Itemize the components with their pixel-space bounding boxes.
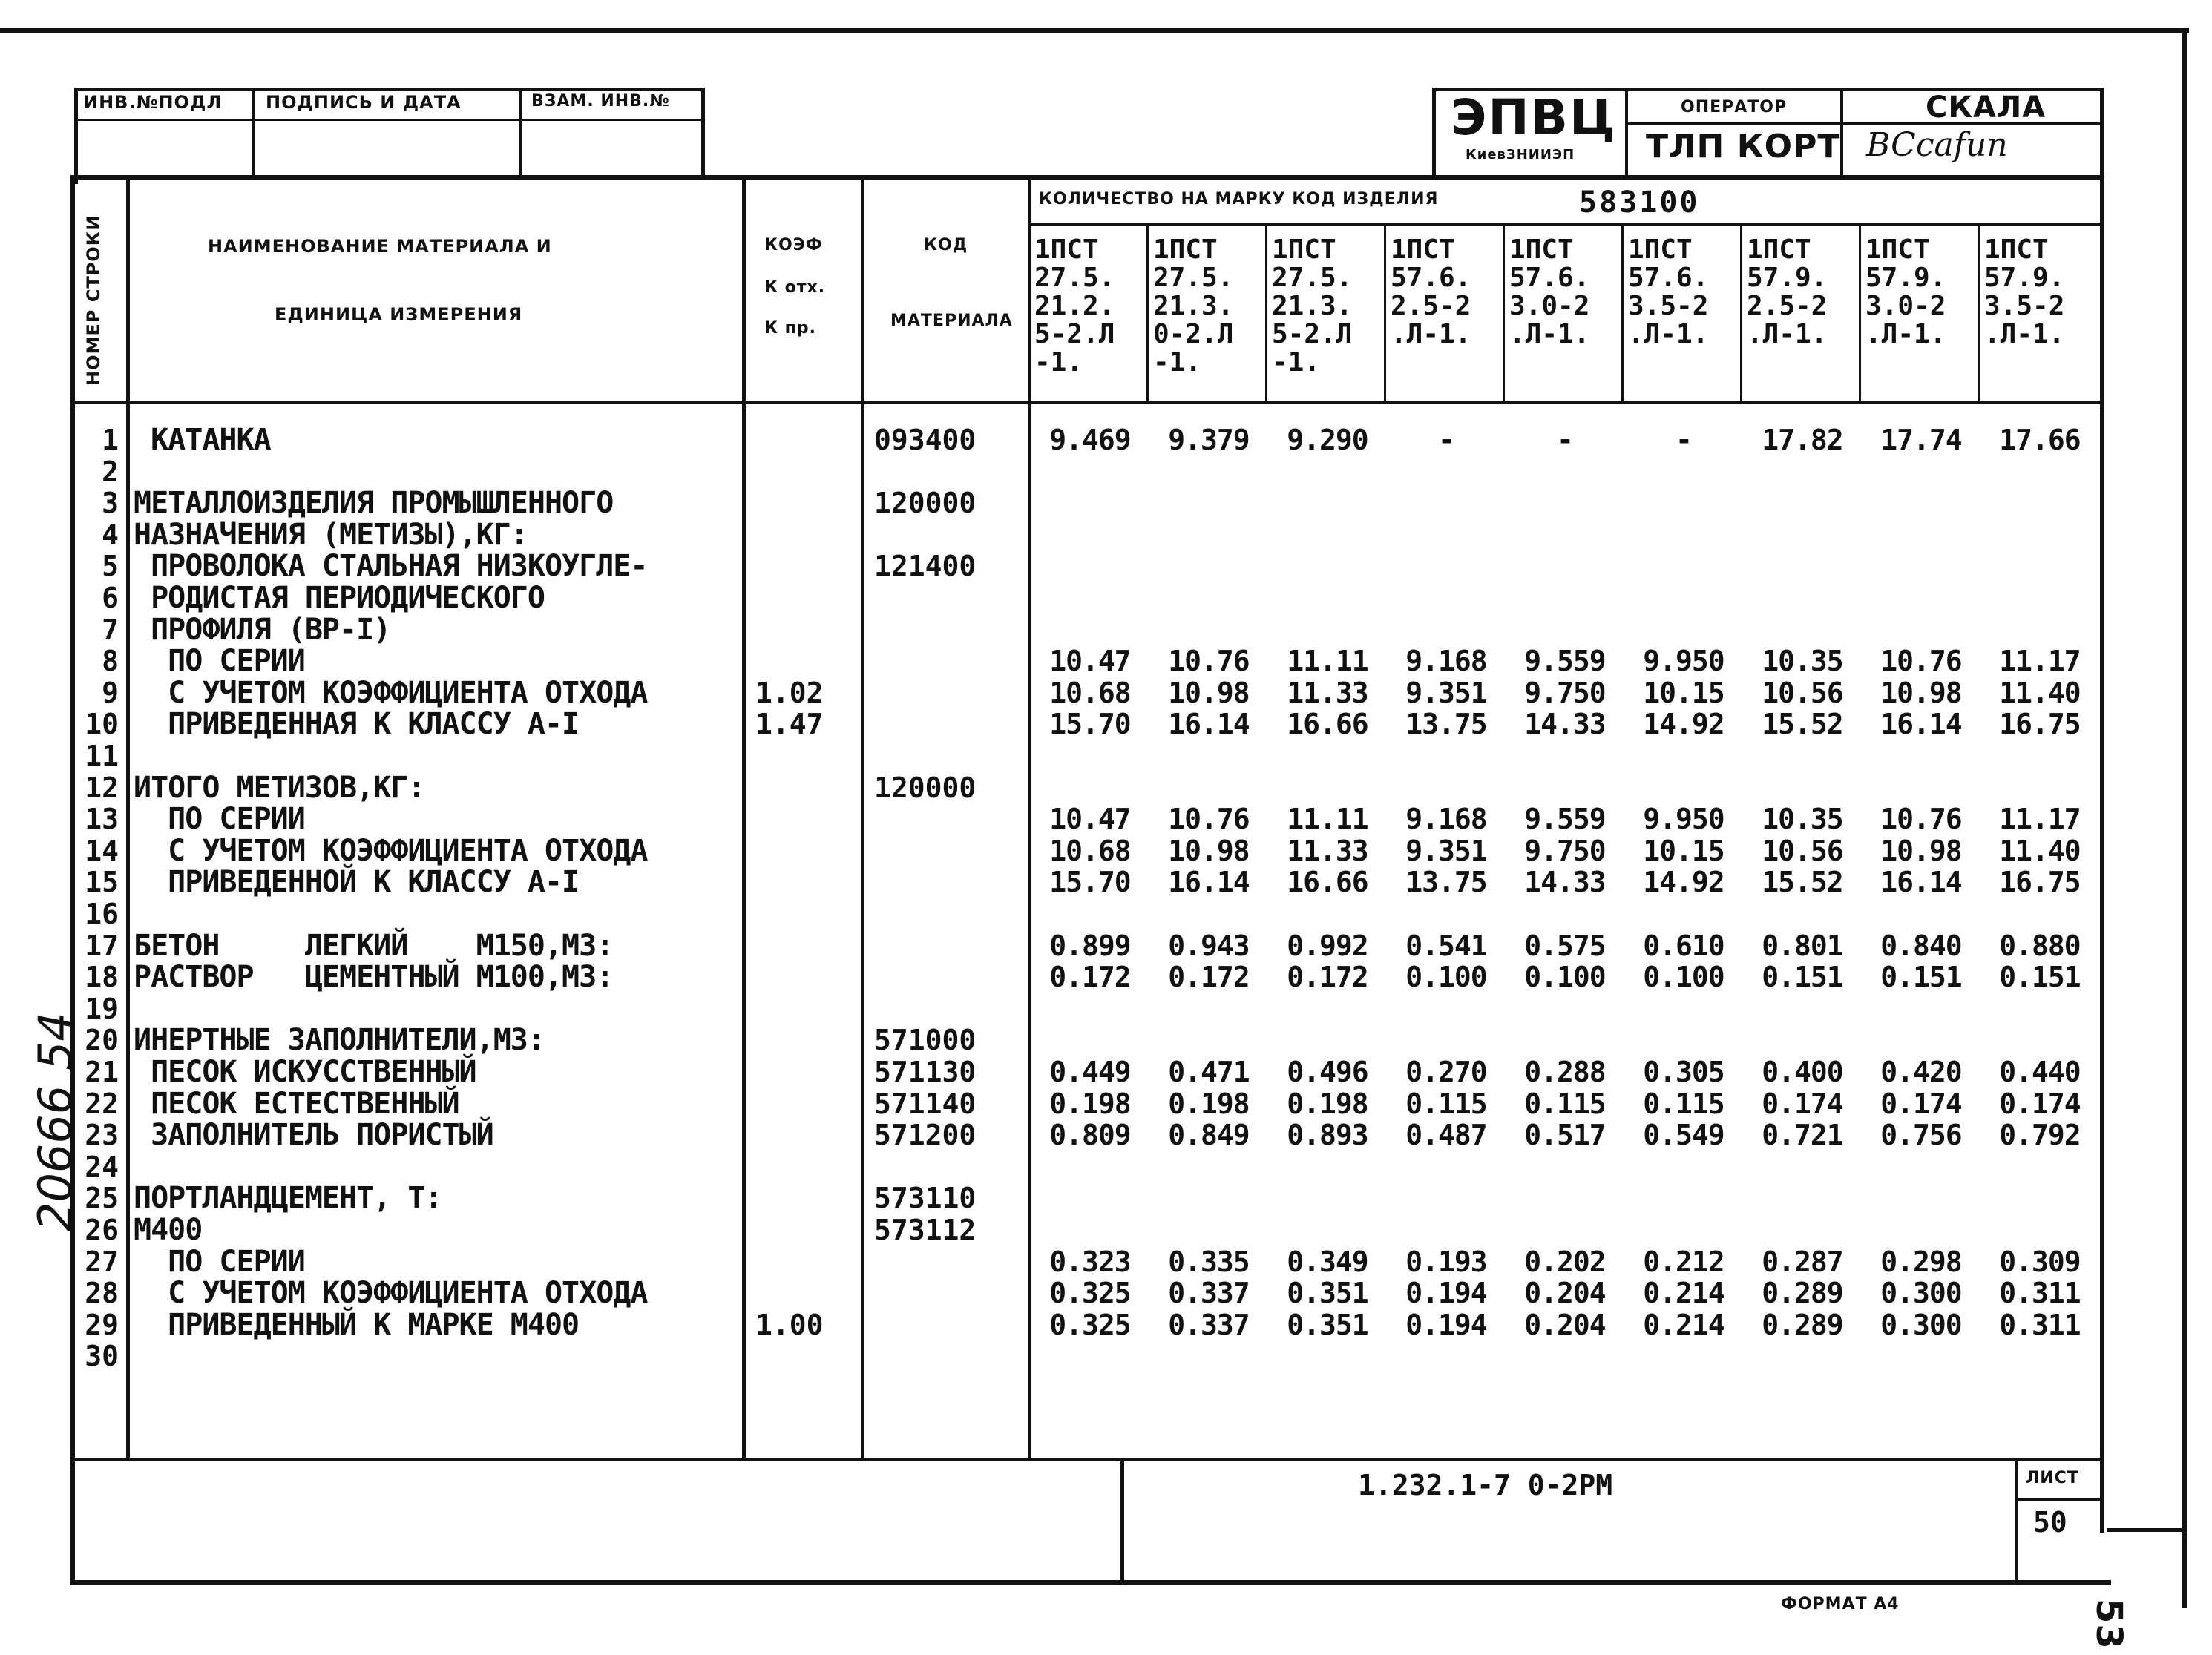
row-value-cell: 0.151 bbox=[1880, 961, 1962, 993]
row-material-code: 571140 bbox=[874, 1088, 977, 1120]
row-value-cell: 0.194 bbox=[1405, 1309, 1487, 1341]
row-number: 27 bbox=[85, 1246, 119, 1278]
row-value-cell: 17.82 bbox=[1762, 424, 1843, 456]
row-number: 30 bbox=[85, 1340, 119, 1372]
row-value-cell: 0.471 bbox=[1168, 1056, 1250, 1088]
row-value-cell: 0.270 bbox=[1405, 1056, 1487, 1088]
row-value-cell: 0.194 bbox=[1405, 1277, 1487, 1309]
row-value-cell: 10.98 bbox=[1168, 677, 1250, 709]
row-material-name: КАТАНКА bbox=[134, 423, 271, 457]
row-value-cell: 10.47 bbox=[1049, 803, 1131, 835]
row-material-name: М400 bbox=[134, 1213, 203, 1247]
row-value-cell: 0.311 bbox=[1999, 1277, 2081, 1309]
row-value-cell: - bbox=[1676, 424, 1692, 456]
signature: BCcafun bbox=[1866, 126, 2008, 164]
row-value-cell: 11.33 bbox=[1287, 677, 1368, 709]
row-material-name: ЗАПОЛНИТЕЛЬ ПОРИСТЫЙ bbox=[134, 1118, 493, 1152]
row-value-cell: 0.100 bbox=[1643, 961, 1724, 993]
row-value-cell: 10.47 bbox=[1049, 645, 1131, 677]
row-material-name: ПО СЕРИИ bbox=[134, 644, 305, 678]
header-coef-1: КОЭФ bbox=[764, 236, 823, 254]
header-row-number: НОМЕР СТРОКИ bbox=[83, 214, 104, 386]
row-value-cell: 11.11 bbox=[1287, 803, 1368, 835]
col-header-7: 1ПСТ 57.9. 2.5-2 .Л-1. bbox=[1747, 234, 1828, 349]
row-value-cell: 9.950 bbox=[1643, 645, 1724, 677]
row-value-cell: 0.214 bbox=[1643, 1277, 1724, 1309]
row-number: 14 bbox=[85, 835, 119, 867]
row-number: 26 bbox=[85, 1214, 119, 1246]
org-name: ЭПВЦ bbox=[1451, 89, 1617, 146]
row-value-cell: 0.549 bbox=[1643, 1119, 1724, 1151]
row-value-cell: 0.298 bbox=[1880, 1246, 1962, 1278]
col-header-8: 1ПСТ 57.9. 3.0-2 .Л-1. bbox=[1865, 234, 1946, 349]
row-value-cell: 0.198 bbox=[1049, 1088, 1131, 1120]
row-value-cell: 9.469 bbox=[1049, 424, 1131, 456]
row-value-cell: 0.115 bbox=[1524, 1088, 1606, 1120]
row-material-name: ИНЕРТНЫЕ ЗАПОЛНИТЕЛИ,М3: bbox=[134, 1023, 545, 1057]
org-sub: КиевЗНИИЭП bbox=[1466, 147, 1575, 162]
row-number: 29 bbox=[85, 1309, 119, 1341]
row-material-name: ПРОВОЛОКА СТАЛЬНАЯ НИЗКОУГЛЕ- bbox=[134, 549, 648, 583]
format-label: ФОРМАТ А4 bbox=[1781, 1595, 1900, 1613]
row-value-cell: 10.68 bbox=[1049, 677, 1131, 709]
row-number: 5 bbox=[102, 550, 119, 582]
row-material-code: 571000 bbox=[874, 1024, 977, 1056]
row-number: 18 bbox=[85, 961, 119, 993]
row-value-cell: 0.809 bbox=[1049, 1119, 1131, 1151]
row-number: 4 bbox=[102, 519, 119, 551]
row-value-cell: 0.311 bbox=[1999, 1309, 2081, 1341]
row-value-cell: 9.750 bbox=[1524, 835, 1606, 867]
row-value-cell: - bbox=[1557, 424, 1573, 456]
row-material-name: ПРИВЕДЕННЫЙ К МАРКЕ М400 bbox=[134, 1308, 580, 1342]
row-value-cell: 11.17 bbox=[1999, 645, 2081, 677]
row-material-name: РАСТВОР ЦЕМЕНТНЫЙ М100,М3: bbox=[134, 960, 614, 994]
row-value-cell: 0.899 bbox=[1049, 930, 1131, 962]
header-material-1: НАИМЕНОВАНИЕ МАТЕРИАЛА И bbox=[208, 236, 552, 257]
row-value-cell: 10.15 bbox=[1643, 677, 1724, 709]
row-value-cell: 11.40 bbox=[1999, 677, 2081, 709]
row-value-cell: 0.323 bbox=[1049, 1246, 1131, 1278]
stamp-podpis-data: ПОДПИСЬ И ДАТА bbox=[266, 92, 462, 113]
row-value-cell: 0.300 bbox=[1880, 1277, 1962, 1309]
row-value-cell: 0.575 bbox=[1524, 930, 1606, 962]
row-value-cell: 13.75 bbox=[1405, 866, 1487, 898]
row-value-cell: 0.335 bbox=[1168, 1246, 1250, 1278]
header-product-code: 583100 bbox=[1579, 185, 1700, 220]
row-value-cell: 0.756 bbox=[1880, 1119, 1962, 1151]
row-value-cell: 10.98 bbox=[1880, 835, 1962, 867]
row-value-cell: 0.801 bbox=[1762, 930, 1843, 962]
row-material-name: ПРИВЕДЕННАЯ К КЛАССУ А-I bbox=[134, 707, 580, 741]
col-header-2: 1ПСТ 27.5. 21.3. 0-2.Л -1. bbox=[1153, 234, 1234, 378]
row-value-cell: 0.325 bbox=[1049, 1309, 1131, 1341]
row-material-code: 573110 bbox=[874, 1182, 977, 1214]
operator-label: ОПЕРАТОР bbox=[1681, 98, 1788, 116]
row-value-cell: 0.351 bbox=[1287, 1277, 1368, 1309]
row-material-code: 093400 bbox=[874, 424, 977, 456]
row-value-cell: 10.35 bbox=[1762, 645, 1843, 677]
row-value-cell: 0.214 bbox=[1643, 1309, 1724, 1341]
col-header-6: 1ПСТ 57.6. 3.5-2 .Л-1. bbox=[1628, 234, 1709, 349]
row-value-cell: 0.325 bbox=[1049, 1277, 1131, 1309]
row-value-cell: 0.420 bbox=[1880, 1056, 1962, 1088]
row-material-name: БЕТОН ЛЕГКИЙ М150,М3: bbox=[134, 929, 614, 963]
row-material-name: ПО СЕРИИ bbox=[134, 802, 305, 836]
row-value-cell: 0.541 bbox=[1405, 930, 1487, 962]
row-number: 19 bbox=[85, 993, 119, 1025]
row-number: 9 bbox=[102, 677, 119, 709]
row-value-cell: 15.52 bbox=[1762, 708, 1843, 740]
stamp-inv-podl: ИНВ.№ПОДЛ bbox=[83, 92, 223, 113]
row-value-cell: 9.351 bbox=[1405, 677, 1487, 709]
sheet-label: ЛИСТ bbox=[2026, 1469, 2079, 1487]
row-coefficient: 1.02 bbox=[755, 677, 824, 709]
skala-label: СКАЛА bbox=[1926, 91, 2047, 125]
row-coefficient: 1.47 bbox=[755, 708, 824, 740]
sheet-number: 50 bbox=[2033, 1506, 2067, 1539]
row-number: 12 bbox=[85, 771, 119, 804]
row-number: 10 bbox=[85, 708, 119, 740]
row-value-cell: 0.174 bbox=[1880, 1088, 1962, 1120]
row-number: 1 bbox=[102, 424, 119, 456]
row-value-cell: 10.76 bbox=[1168, 803, 1250, 835]
row-material-name: ПЕСОК ИСКУССТВЕННЫЙ bbox=[134, 1055, 476, 1089]
row-value-cell: 0.151 bbox=[1762, 961, 1843, 993]
row-value-cell: 9.559 bbox=[1524, 803, 1606, 835]
row-number: 22 bbox=[85, 1088, 119, 1120]
row-value-cell: 10.76 bbox=[1880, 645, 1962, 677]
row-material-code: 121400 bbox=[874, 550, 977, 582]
row-value-cell: 0.289 bbox=[1762, 1309, 1843, 1341]
row-number: 16 bbox=[85, 898, 119, 930]
row-material-name: ИТОГО МЕТИЗОВ,КГ: bbox=[134, 771, 425, 805]
row-material-name: НАЗНАЧЕНИЯ (МЕТИЗЫ),КГ: bbox=[134, 518, 528, 552]
row-value-cell: 9.379 bbox=[1168, 424, 1250, 456]
operator-value: ТЛП КОРТ bbox=[1646, 128, 1841, 165]
row-value-cell: 0.400 bbox=[1762, 1056, 1843, 1088]
row-value-cell: 0.880 bbox=[1999, 930, 2081, 962]
row-value-cell: 10.35 bbox=[1762, 803, 1843, 835]
row-value-cell: 0.100 bbox=[1524, 961, 1606, 993]
row-value-cell: 0.449 bbox=[1049, 1056, 1131, 1088]
row-value-cell: 0.440 bbox=[1999, 1056, 2081, 1088]
row-value-cell: 0.193 bbox=[1405, 1246, 1487, 1278]
row-value-cell: 0.172 bbox=[1287, 961, 1368, 993]
row-value-cell: 0.610 bbox=[1643, 930, 1724, 962]
row-value-cell: 0.337 bbox=[1168, 1309, 1250, 1341]
col-header-9: 1ПСТ 57.9. 3.5-2 .Л-1. bbox=[1984, 234, 2065, 349]
row-value-cell: 14.33 bbox=[1524, 866, 1606, 898]
row-value-cell: 14.92 bbox=[1643, 708, 1724, 740]
col-header-4: 1ПСТ 57.6. 2.5-2 .Л-1. bbox=[1391, 234, 1471, 349]
row-material-name: ПРОФИЛЯ (ВР-I) bbox=[134, 613, 391, 647]
row-number: 8 bbox=[102, 645, 119, 677]
row-number: 24 bbox=[85, 1151, 119, 1183]
col-header-1: 1ПСТ 27.5. 21.2. 5-2.Л -1. bbox=[1034, 234, 1115, 378]
row-number: 7 bbox=[102, 613, 119, 646]
row-material-name: РОДИСТАЯ ПЕРИОДИЧЕСКОГО bbox=[134, 581, 545, 615]
row-value-cell: 16.14 bbox=[1168, 708, 1250, 740]
row-value-cell: 10.56 bbox=[1762, 677, 1843, 709]
row-value-cell: 0.496 bbox=[1287, 1056, 1368, 1088]
row-value-cell: 0.840 bbox=[1880, 930, 1962, 962]
row-value-cell: 0.204 bbox=[1524, 1309, 1606, 1341]
row-value-cell: 14.33 bbox=[1524, 708, 1606, 740]
row-value-cell: 0.151 bbox=[1999, 961, 2081, 993]
row-value-cell: 16.14 bbox=[1168, 866, 1250, 898]
row-number: 2 bbox=[102, 455, 119, 488]
row-value-cell: 16.14 bbox=[1880, 866, 1962, 898]
row-value-cell: 9.950 bbox=[1643, 803, 1724, 835]
col-header-5: 1ПСТ 57.6. 3.0-2 .Л-1. bbox=[1509, 234, 1590, 349]
row-value-cell: 0.204 bbox=[1524, 1277, 1606, 1309]
row-value-cell: 0.287 bbox=[1762, 1246, 1843, 1278]
row-value-cell: 0.212 bbox=[1643, 1246, 1724, 1278]
header-coef-3: К пр. bbox=[764, 319, 816, 338]
row-value-cell: 11.33 bbox=[1287, 835, 1368, 867]
row-value-cell: 16.75 bbox=[1999, 866, 2081, 898]
row-value-cell: 9.290 bbox=[1287, 424, 1368, 456]
row-value-cell: 0.288 bbox=[1524, 1056, 1606, 1088]
row-material-code: 120000 bbox=[874, 487, 977, 519]
row-value-cell: 16.66 bbox=[1287, 866, 1368, 898]
row-value-cell: 0.305 bbox=[1643, 1056, 1724, 1088]
row-material-name: ПЕСОК ЕСТЕСТВЕННЫЙ bbox=[134, 1087, 459, 1121]
row-material-name: С УЧЕТОМ КОЭФФИЦИЕНТА ОТХОДА bbox=[134, 834, 648, 868]
row-value-cell: 11.17 bbox=[1999, 803, 2081, 835]
row-value-cell: 17.66 bbox=[1999, 424, 2081, 456]
row-number: 21 bbox=[85, 1056, 119, 1088]
row-value-cell: 0.174 bbox=[1762, 1088, 1843, 1120]
row-value-cell: 0.992 bbox=[1287, 930, 1368, 962]
row-value-cell: 0.172 bbox=[1049, 961, 1131, 993]
header-coef-2: К отх. bbox=[764, 278, 826, 297]
row-value-cell: 16.75 bbox=[1999, 708, 2081, 740]
row-material-name: ПРИВЕДЕННОЙ К КЛАССУ А-I bbox=[134, 865, 580, 899]
row-material-name: С УЧЕТОМ КОЭФФИЦИЕНТА ОТХОДА bbox=[134, 676, 648, 710]
header-code-2: МАТЕРИАЛА bbox=[890, 312, 1013, 330]
row-value-cell: 10.76 bbox=[1168, 645, 1250, 677]
row-value-cell: 0.943 bbox=[1168, 930, 1250, 962]
doc-code: 1.232.1-7 0-2РМ bbox=[1358, 1469, 1613, 1501]
row-value-cell: 11.11 bbox=[1287, 645, 1368, 677]
row-material-code: 120000 bbox=[874, 771, 977, 804]
row-value-cell: 10.76 bbox=[1880, 803, 1962, 835]
row-value-cell: 16.14 bbox=[1880, 708, 1962, 740]
row-material-code: 573112 bbox=[874, 1214, 977, 1246]
row-value-cell: 10.15 bbox=[1643, 835, 1724, 867]
row-value-cell: 0.100 bbox=[1405, 961, 1487, 993]
row-number: 13 bbox=[85, 803, 119, 835]
row-value-cell: 13.75 bbox=[1405, 708, 1487, 740]
row-value-cell: 9.750 bbox=[1524, 677, 1606, 709]
row-material-name: ПО СЕРИИ bbox=[134, 1245, 305, 1279]
row-value-cell: 15.52 bbox=[1762, 866, 1843, 898]
row-value-cell: 0.721 bbox=[1762, 1119, 1843, 1151]
row-value-cell: 11.40 bbox=[1999, 835, 2081, 867]
header-code-1: КОД bbox=[924, 236, 968, 254]
row-material-name: ПОРТЛАНДЦЕМЕНТ, Т: bbox=[134, 1181, 442, 1215]
header-material-2: ЕДИНИЦА ИЗМЕРЕНИЯ bbox=[275, 304, 523, 325]
row-coefficient: 1.00 bbox=[755, 1309, 824, 1341]
row-value-cell: 10.56 bbox=[1762, 835, 1843, 867]
row-value-cell: - bbox=[1438, 424, 1454, 456]
side-number: 20666 54 bbox=[28, 1012, 82, 1231]
row-value-cell: 0.849 bbox=[1168, 1119, 1250, 1151]
row-value-cell: 15.70 bbox=[1049, 708, 1131, 740]
row-value-cell: 0.198 bbox=[1168, 1088, 1250, 1120]
page-number: 53 bbox=[2088, 1599, 2130, 1650]
row-number: 20 bbox=[85, 1024, 119, 1056]
row-value-cell: 0.172 bbox=[1168, 961, 1250, 993]
row-value-cell: 0.115 bbox=[1405, 1088, 1487, 1120]
row-value-cell: 0.115 bbox=[1643, 1088, 1724, 1120]
row-number: 11 bbox=[85, 740, 119, 772]
row-value-cell: 0.337 bbox=[1168, 1277, 1250, 1309]
row-value-cell: 17.74 bbox=[1880, 424, 1962, 456]
row-number: 17 bbox=[85, 930, 119, 962]
row-value-cell: 10.98 bbox=[1168, 835, 1250, 867]
row-value-cell: 0.174 bbox=[1999, 1088, 2081, 1120]
row-value-cell: 0.202 bbox=[1524, 1246, 1606, 1278]
row-value-cell: 9.168 bbox=[1405, 645, 1487, 677]
row-material-code: 571130 bbox=[874, 1056, 977, 1088]
row-value-cell: 0.309 bbox=[1999, 1246, 2081, 1278]
row-value-cell: 0.198 bbox=[1287, 1088, 1368, 1120]
row-value-cell: 0.487 bbox=[1405, 1119, 1487, 1151]
row-value-cell: 9.351 bbox=[1405, 835, 1487, 867]
row-value-cell: 0.349 bbox=[1287, 1246, 1368, 1278]
row-material-name: МЕТАЛЛОИЗДЕЛИЯ ПРОМЫШЛЕННОГО bbox=[134, 486, 614, 520]
row-value-cell: 0.351 bbox=[1287, 1309, 1368, 1341]
row-value-cell: 0.792 bbox=[1999, 1119, 2081, 1151]
row-value-cell: 0.893 bbox=[1287, 1119, 1368, 1151]
row-number: 3 bbox=[102, 487, 119, 519]
row-value-cell: 9.168 bbox=[1405, 803, 1487, 835]
row-value-cell: 0.289 bbox=[1762, 1277, 1843, 1309]
row-number: 6 bbox=[102, 582, 119, 614]
row-value-cell: 9.559 bbox=[1524, 645, 1606, 677]
row-value-cell: 10.98 bbox=[1880, 677, 1962, 709]
row-number: 28 bbox=[85, 1277, 119, 1309]
col-header-3: 1ПСТ 27.5. 21.3. 5-2.Л -1. bbox=[1272, 234, 1353, 378]
row-value-cell: 16.66 bbox=[1287, 708, 1368, 740]
row-number: 15 bbox=[85, 866, 119, 898]
row-value-cell: 0.300 bbox=[1880, 1309, 1962, 1341]
row-number: 23 bbox=[85, 1119, 119, 1151]
header-quantity-label: КОЛИЧЕСТВО НА МАРКУ КОД ИЗДЕЛИЯ bbox=[1039, 190, 1439, 208]
row-material-name: С УЧЕТОМ КОЭФФИЦИЕНТА ОТХОДА bbox=[134, 1276, 648, 1310]
row-value-cell: 14.92 bbox=[1643, 866, 1724, 898]
row-material-code: 571200 bbox=[874, 1119, 977, 1151]
stamp-vzam-inv: ВЗАМ. ИНВ.№ bbox=[531, 92, 670, 111]
row-value-cell: 15.70 bbox=[1049, 866, 1131, 898]
row-value-cell: 0.517 bbox=[1524, 1119, 1606, 1151]
row-value-cell: 10.68 bbox=[1049, 835, 1131, 867]
row-number: 25 bbox=[85, 1182, 119, 1214]
